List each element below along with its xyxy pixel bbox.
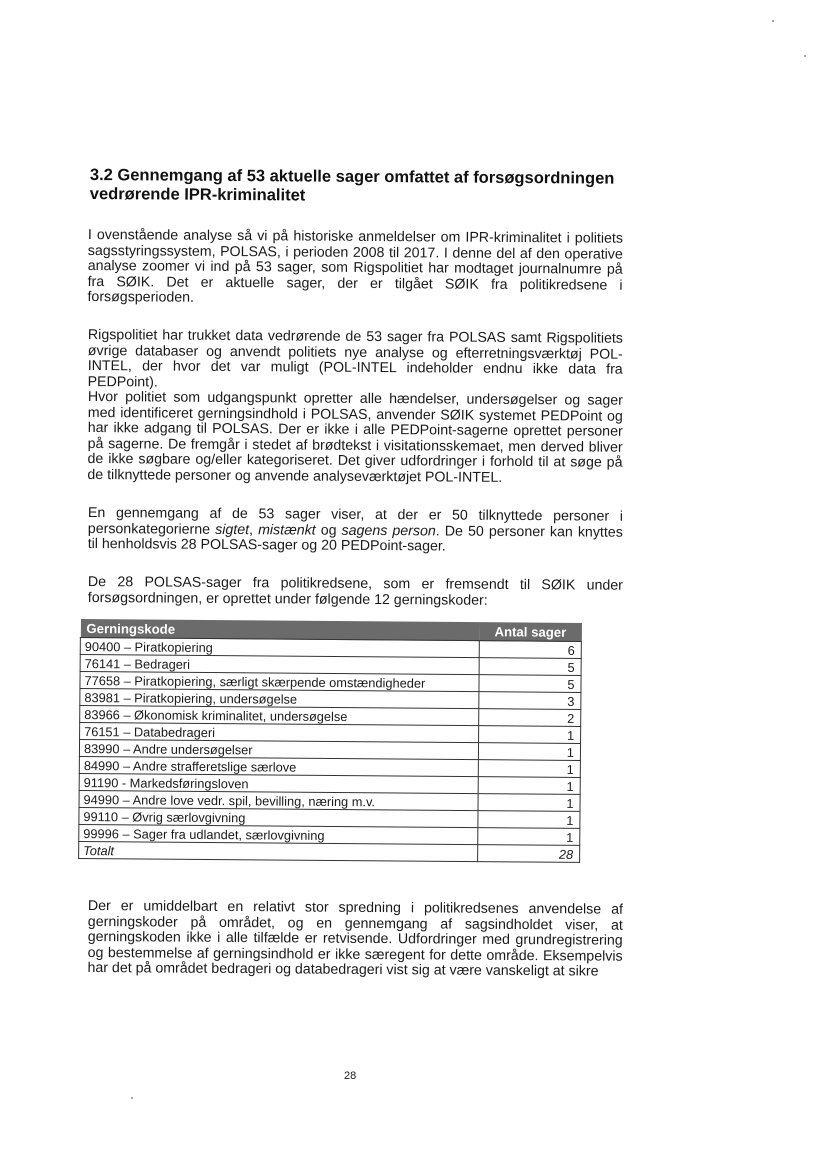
cell-code: 90400 – Piratkopiering (80, 637, 479, 657)
scan-speck (772, 20, 774, 22)
category-sagens-person: sagens person (341, 522, 436, 539)
category-sigtet: sigtet (215, 521, 250, 538)
paragraph-review (88, 506, 623, 557)
cell-code: 83990 – Andre undersøgelser (79, 739, 478, 759)
paragraph-intro: I ovenstående analyse så vi på historiske anmeldelser om IPR-kriminalitet i politiets sagsstyringssystem, POLSAS, i perioden 2008 til 2017. I denne del af den operative analyse zoomer vi ind på 53 sager, som Rigspolitiet har modtaget journalnumre på fra SØIK. Det er aktuelle sager, der er tilgået SØIK fra politikredsene i forsøgsperioden. (87, 227, 623, 307)
page-number: 28 (344, 1070, 357, 1082)
cell-code: 83966 – Økonomisk kriminalitet, undersøgelse (80, 705, 479, 725)
cell-count: 2 (479, 709, 581, 727)
cell-count: 1 (478, 743, 580, 761)
cell-count: 6 (479, 641, 581, 659)
paragraph-spread: Der er umiddelbart en relativt stor spredning i politikredsenes anvendelse af gerningskoder på området, og en gennemgang af sagsindholdet viser, at gerningskoden ikke i alle tilfælde er retvisende. Udfordringer med grundregistrering og bestemmelse af gerningsindhold er ikke særegent for dette område. Eksempelvis har det på området bedrageri og databedrageri vist sig at være vanskeligt at sikre (87, 897, 623, 980)
scan-speck (131, 1097, 133, 1099)
crime-code-table (78, 619, 582, 863)
cell-count: 1 (478, 777, 580, 795)
cell-code: 99996 – Sager fra udlandet, særlovgivning (79, 824, 478, 844)
paragraph-pedpoint: Hvor politiet som udgangspunkt opretter alle hændelser, undersøgelser og sager med identificeret gerningsindhold i POLSAS, anvender SØIK systemet PEDPoint og har ikke adgang til POLSAS. Der er ikke i alle PEDPoint-sagerne oprettet personer på sagerne. De fremgår i stedet af brødtekst i visitationsskemaet, men derved bliver de ikke søgbare og/eller kategoriseret. Det giver udfordringer i forhold til at søge på de tilknyttede personer og anvende analyseværktøjet POL-INTEL. (87, 389, 623, 487)
page-content (83, 166, 623, 980)
section-heading: 3.2 Gennemgang af 53 aktuelle sager omfattet af forsøgsordningen vedrørende IPR-kriminalitet (89, 166, 615, 205)
col-header-count: Antal sager (479, 622, 581, 641)
cell-count: 1 (479, 726, 581, 744)
col-header-code: Gerningskode (80, 619, 479, 641)
cell-code: 76141 – Bedrageri (80, 654, 479, 674)
cell-count: 5 (479, 675, 581, 693)
cell-count: 1 (478, 828, 580, 846)
cell-code: 76151 – Databedrageri (80, 722, 479, 742)
review-text-c: og (315, 522, 342, 539)
category-mistaenkt: mistænkt (258, 521, 316, 539)
cell-code: 77658 – Piratkopiering, særligt skærpende omstændigheder (80, 671, 479, 691)
cell-count: 1 (478, 760, 580, 778)
cell-count: 1 (478, 811, 580, 829)
scan-speck (804, 55, 806, 57)
paragraph-table-intro: De 28 POLSAS-sager fra politikredsene, som er fremsendt til SØIK under forsøgsordningen, er oprettet under følgende 12 gerningskoder: (87, 573, 623, 609)
cell-count: 5 (479, 658, 581, 676)
cell-total-value: 28 (478, 845, 580, 863)
review-text-d: . De 50 personer kan knyttes til henholdsvis 28 POLSAS-sager og 20 PEDPoint-sager. (87, 522, 623, 555)
cell-code: 84990 – Andre strafferetslige særlove (79, 756, 478, 776)
cell-code: 94990 – Andre love vedr. spil, bevilling, næring m.v. (79, 790, 478, 810)
review-text-b: , (249, 521, 259, 538)
cell-total-label: Totalt (79, 841, 478, 861)
cell-code: 91190 - Markedsføringsloven (79, 773, 478, 793)
cell-count: 3 (479, 692, 581, 710)
cell-count: 1 (478, 794, 580, 812)
paragraph-data-sources: Rigspolitiet har trukket data vedrørende de 53 sager fra POLSAS samt Rigspolitiets øvrige databaser og anvendt politiets nye analyse og efterretningsværktøj POL-INTEL, der hvor det var muligt (POL-INTEL indeholder endnu ikke data fra PEDPoint). (87, 326, 623, 391)
review-text-a: En gennemgang af de 53 sager viser, at der er 50 tilknyttede personer i personkategorierne (87, 504, 623, 538)
table-total-row (79, 841, 580, 862)
cell-code: 99110 – Øvrig særlovgivning (79, 807, 478, 827)
cell-code: 83981 – Piratkopiering, undersøgelse (80, 688, 479, 708)
